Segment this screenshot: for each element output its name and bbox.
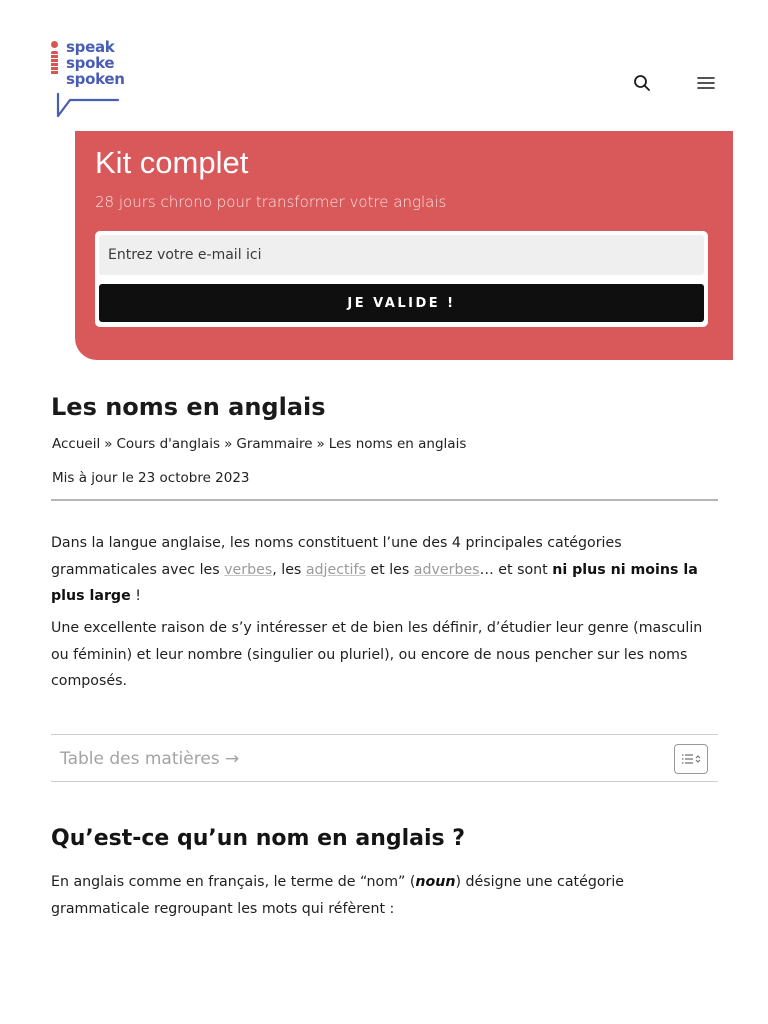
kit-signup-panel [75,131,733,360]
text-span: ! [130,588,141,604]
second-paragraph: Une excellente raison de s’y intéresser et de bien les définir, d’étudier leur genre (masculin ou féminin) et leur nombre (singulier ou pluriel), ou encore de nous pencher sur les noms composés. [51,620,703,689]
speech-bubble-icon [54,90,120,118]
emphasis-text: noun [415,874,456,890]
breadcrumb-home[interactable]: Accueil [52,436,101,452]
toc-title[interactable]: Table des matières → [60,749,240,769]
breadcrumb [52,436,466,452]
page-title: Les noms en anglais [51,393,326,421]
text-span: ) désigne une catégorie grammaticale regroupant les mots qui réfèrent : [51,874,625,917]
hamburger-menu-icon [697,76,715,90]
link-adverbes[interactable]: adverbes [413,561,480,578]
text-span: En anglais comme en français, le terme de “nom” ( [51,874,416,890]
site-header [0,0,768,130]
kit-subtitle: 28 jours chrono pour transformer votre anglais [95,193,447,211]
logo-i-mark [50,41,60,75]
search-button[interactable] [629,70,655,96]
logo-line-spoken: spoken [66,70,125,88]
email-signup-form [95,231,708,327]
toc-toggle-button[interactable] [674,744,708,774]
section-heading: Qu’est-ce qu’un nom en anglais ? [51,826,466,851]
list-toggle-icon [681,753,701,765]
breadcrumb-current: Les noms en anglais [328,436,467,452]
submit-button[interactable]: JE VALIDE ! [99,284,704,322]
kit-title: Kit complet [95,145,249,180]
emphasis-text: ni plus ni moins la plus large [51,561,698,604]
logo-line-spoke: spoke [66,54,115,72]
breadcrumb-separator: » [104,436,113,452]
table-of-contents[interactable] [51,734,718,782]
link-adjectifs[interactable]: adjectifs [305,561,366,578]
link-verbes[interactable]: verbes [224,561,273,578]
breadcrumb-cours-anglais[interactable]: Cours d'anglais [116,436,221,452]
breadcrumb-separator: » [224,436,233,452]
menu-button[interactable] [693,70,719,96]
search-icon [633,74,651,92]
definition-paragraph [51,869,721,922]
breadcrumb-grammaire[interactable]: Grammaire [236,436,313,452]
text-span: , les [272,561,306,578]
text-span: … et sont [479,561,553,578]
email-input[interactable] [99,235,704,275]
text-span: et les [365,561,414,578]
intro-paragraph [51,530,721,610]
logo-text [66,39,125,87]
text-span: Dans la langue anglaise, les noms constituent l’une des 4 principales catégories grammaticales avec les [51,535,622,578]
updated-date: Mis à jour le 23 octobre 2023 [52,470,250,486]
breadcrumb-separator: » [316,436,325,452]
site-logo[interactable] [50,40,130,120]
logo-line-speak: speak [66,38,115,56]
divider [51,499,718,501]
